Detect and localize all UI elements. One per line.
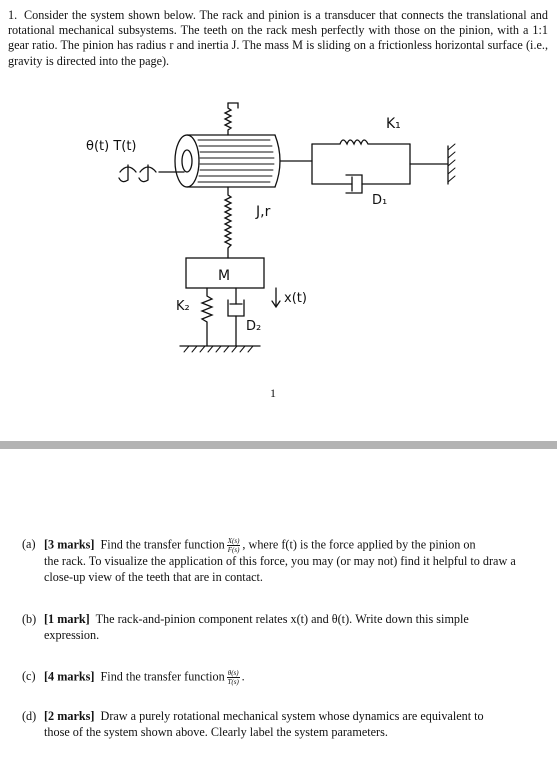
diagram-svg: [0, 80, 557, 380]
part-d: [22, 709, 542, 740]
part-c-marks: [4 marks]: [44, 669, 95, 684]
K1-label: K₁: [386, 116, 401, 132]
part-b-marks: [1 mark]: [44, 612, 90, 626]
part-c-post: .: [241, 669, 245, 684]
part-a-frac-num: X(s): [227, 537, 240, 545]
page-separator: [0, 441, 557, 449]
pinion-body-edges: [187, 135, 275, 187]
part-a-fraction: [227, 537, 241, 554]
D1-label: D₁: [372, 193, 388, 208]
part-c-frac-num: θ(s): [227, 669, 239, 677]
pinion-back-face: [275, 135, 280, 187]
problem-statement: [8, 8, 548, 69]
part-c-frac-den: T(s): [227, 678, 239, 686]
part-b-label: (b): [22, 612, 37, 626]
part-c-label: (c): [22, 669, 36, 684]
ground-bottom-hatch: [184, 346, 253, 352]
part-b-text: The rack-and-pinion component relates x(t) and θ(t). Write down this simple: [95, 612, 469, 626]
part-d-continuation: those of the system shown above. Clearly label the system parameters.: [44, 724, 388, 739]
part-a-frac-den: F(s): [227, 546, 240, 554]
part-c-fraction: [227, 669, 240, 686]
part-c-pre: Find the transfer function: [100, 669, 225, 684]
part-b-continuation: expression.: [44, 627, 100, 642]
part-a-marks: [3 marks]: [44, 537, 95, 552]
rack-bottom: [225, 187, 231, 258]
part-d-label: (d): [22, 709, 37, 723]
Jr-label: J,r: [256, 204, 271, 220]
mass-label: M: [218, 268, 231, 284]
pinion-front-face: [175, 135, 199, 187]
part-d-marks: [2 marks]: [44, 709, 95, 723]
rack-top: [225, 103, 231, 135]
pinion-hub: [182, 150, 192, 172]
problem-text: Consider the system shown below. The rack and pinion is a transducer that connects the translational and rotational mechanical subsystems. The teeth on the rack mesh perfectly with those on the pinion, with a 1:1 gear ratio. The pinion has radius r and inertia J. The mass M is sliding on a frictionless horizontal surface (i.e., gravity is directed into the page).: [8, 8, 548, 68]
rack-top-cap: [228, 103, 238, 108]
part-a-label: (a): [22, 537, 36, 552]
system-diagram: [0, 80, 557, 380]
page-2: [0, 449, 557, 757]
part-c: [22, 669, 542, 686]
theta-torque-label: θ(t) T(t): [86, 139, 137, 154]
K2-label: K₂: [176, 299, 190, 314]
D2-label: D₂: [246, 319, 262, 334]
part-d-text: Draw a purely rotational mechanical system whose dynamics are equivalent to: [100, 709, 484, 723]
torque-arrow: [139, 165, 156, 182]
x-label: x(t): [284, 291, 307, 306]
part-a-pre: Find the transfer function: [100, 537, 225, 552]
x-arrow: [272, 288, 280, 307]
spring-K2: [202, 288, 212, 346]
part-a-post: , where f(t) is the force applied by the pinion on: [242, 537, 476, 552]
page-number: 1: [270, 386, 276, 400]
theta-arrow: [119, 165, 136, 182]
pinion-teeth: [198, 140, 274, 182]
problem-number: 1.: [8, 8, 18, 22]
part-a: [22, 537, 542, 585]
part-a-continuation: the rack. To visualize the application of this force, you may (or may not) find it helpful to draw a close-up view of the teeth that are in contact.: [44, 554, 516, 584]
wall-right-hatch: [448, 144, 455, 182]
spring-K1: [312, 140, 410, 144]
part-b: [22, 612, 542, 643]
